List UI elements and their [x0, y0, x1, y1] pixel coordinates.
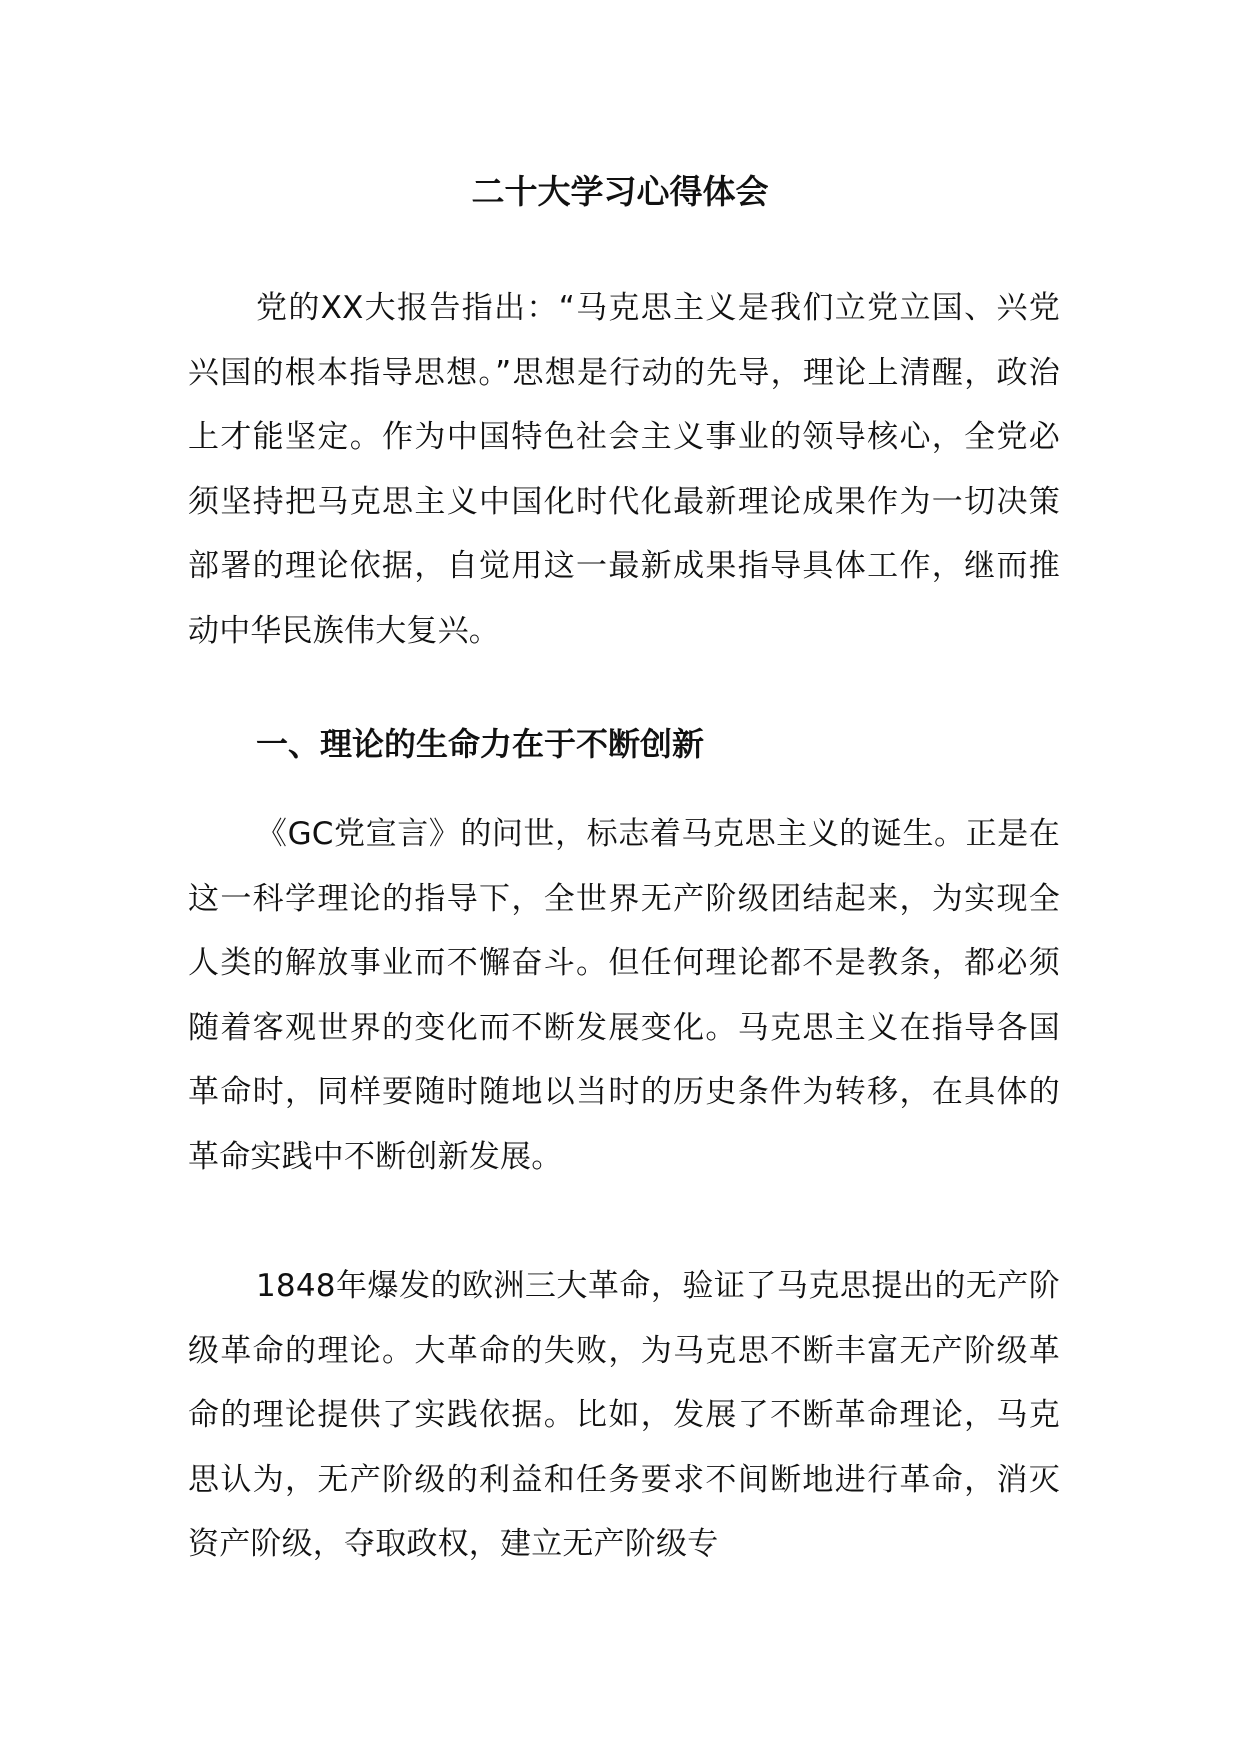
body-paragraph: 《GC党宣言》的问世，标志着马克思主义的诞生。正是在这一科学理论的指导下，全世界无产阶级团结起来，为实现全人类的解放事业而不懈奋斗。但任何理论都不是教条，都必须随着客观世界的变化而不断发展变化。马克思主义在指导各国革命时，同样要随时随地以当时的历史条件为转移，在具体的革命实践中不断创新发展。: [188, 816, 1060, 1175]
section-heading: 一、理论的生命力在于不断创新: [256, 725, 705, 763]
document-title: 二十大学习心得体会: [471, 172, 769, 211]
body-paragraph: 1848年爆发的欧洲三大革命，验证了马克思提出的无产阶级革命的理论。大革命的失败，为马克思不断丰富无产阶级革命的理论提供了实践依据。比如，发展了不断革命理论，马克思认为，无产阶级的利益和任务要求不间断地进行革命，消灭资产阶级，夺取政权，建立无产阶级专: [188, 1268, 1060, 1563]
intro-paragraph: 党的XX大报告指出：“马克思主义是我们立党立国、兴党兴国的根本指导思想。”思想是行动的先导，理论上清醒，政治上才能坚定。作为中国特色社会主义事业的领导核心，全党必须坚持把马克思主义中国化时代化最新理论成果作为一切决策部署的理论依据，自觉用这一最新成果指导具体工作，继而推动中华民族伟大复兴。: [188, 290, 1060, 649]
